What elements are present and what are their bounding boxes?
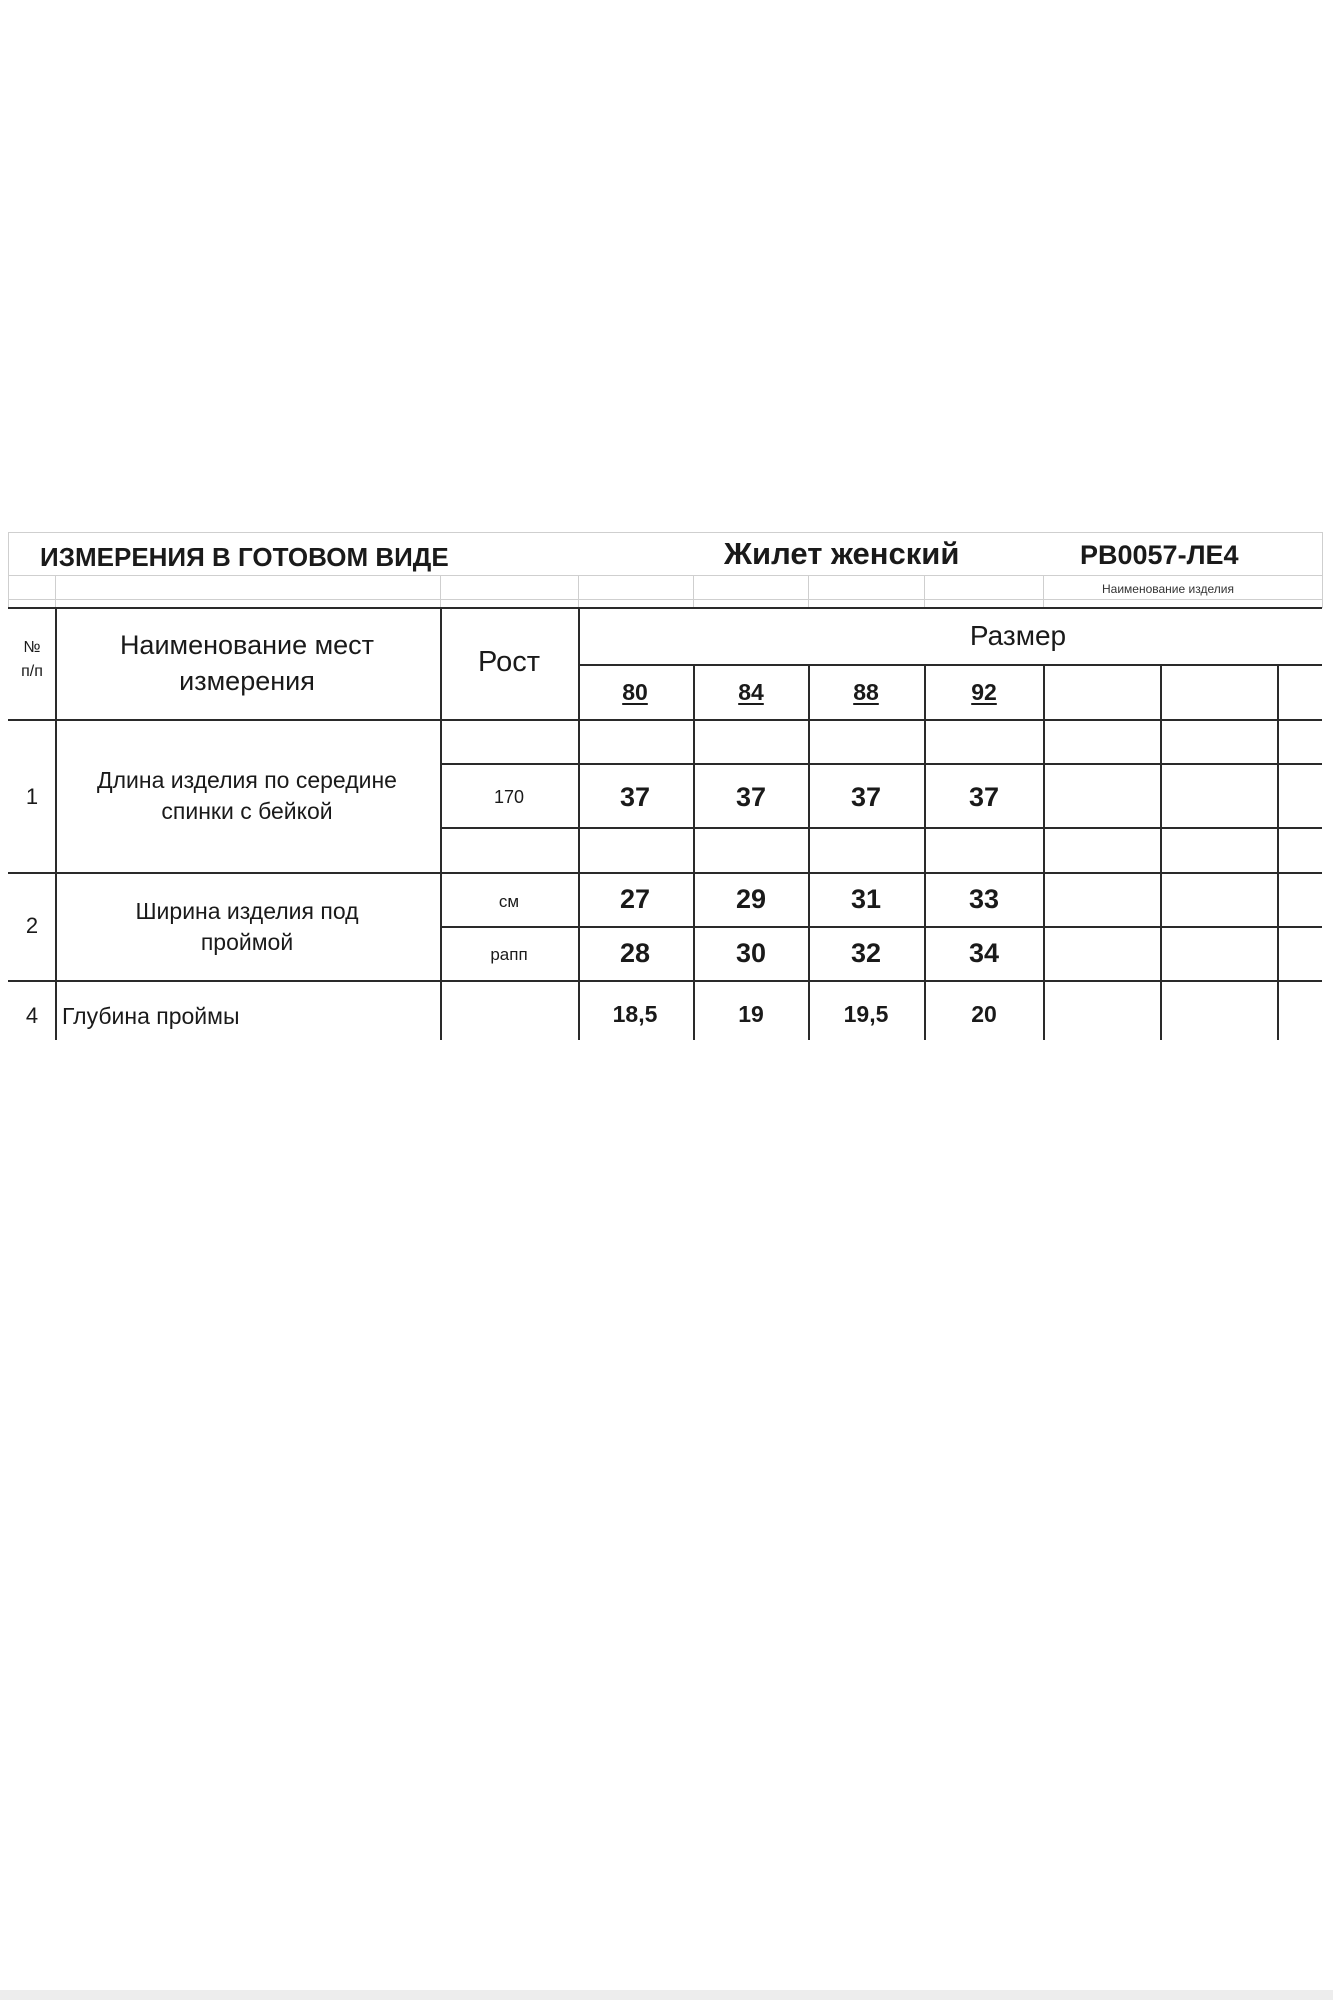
table-border xyxy=(440,763,1322,765)
size-value: 20 xyxy=(971,1001,997,1027)
table-border xyxy=(55,607,57,1040)
size-value: 31 xyxy=(850,884,882,914)
size-value: 19,5 xyxy=(843,1001,889,1027)
product-name: Жилет женский xyxy=(724,536,960,571)
table-border xyxy=(693,664,695,1040)
grid-line xyxy=(55,575,56,608)
size-value: 33 xyxy=(968,884,1000,914)
grid-line xyxy=(693,575,694,608)
size-value: 37 xyxy=(735,782,767,812)
height-header: Рост xyxy=(478,646,540,678)
row-unit: см xyxy=(498,892,520,911)
size-label: 88 xyxy=(853,679,879,705)
size-label: 92 xyxy=(971,679,997,705)
row-measurement-name: Длина изделия по середине xyxy=(97,767,397,793)
grid-line xyxy=(1322,532,1323,608)
size-value: 37 xyxy=(850,782,882,812)
grid-line xyxy=(8,599,1322,600)
table-border xyxy=(8,719,1322,721)
table-border xyxy=(440,926,1322,928)
article-number: РВ0057-ЛЕ4 xyxy=(1080,540,1239,570)
size-value: 27 xyxy=(619,884,651,914)
size-value: 19 xyxy=(738,1001,764,1027)
grid-line xyxy=(440,575,441,608)
table-border xyxy=(440,827,1322,829)
size-value: 18,5 xyxy=(612,1001,658,1027)
row-measurement-name: проймой xyxy=(200,929,294,955)
product-caption: Наименование изделия xyxy=(1102,582,1234,596)
row-measurement-name: Ширина изделия под xyxy=(135,898,359,924)
size-value: 30 xyxy=(735,938,767,968)
row-unit: рапп xyxy=(490,945,528,964)
row-unit: 170 xyxy=(493,787,525,807)
place-header-line2: измерения xyxy=(179,666,315,696)
table-border xyxy=(1160,664,1162,1040)
document-title: ИЗМЕРЕНИЯ В ГОТОВОМ ВИДЕ xyxy=(40,542,449,572)
size-header: Размер xyxy=(969,620,1067,651)
size-label: 84 xyxy=(738,679,764,705)
grid-line xyxy=(8,575,1322,576)
grid-line xyxy=(8,532,9,608)
size-value: 37 xyxy=(968,782,1000,812)
place-header-line1: Наименование мест xyxy=(119,630,375,660)
grid-line xyxy=(924,575,925,608)
size-value: 34 xyxy=(968,938,1000,968)
size-value: 29 xyxy=(735,884,767,914)
table-border xyxy=(578,607,580,1040)
number-subheader: п/п xyxy=(21,663,43,680)
number-header: № xyxy=(23,639,41,656)
table-border xyxy=(440,607,442,1040)
row-number: 2 xyxy=(25,913,39,938)
grid-line xyxy=(578,575,579,608)
bottom-edge xyxy=(0,1990,1333,2000)
table-border xyxy=(578,664,1322,666)
table-border xyxy=(808,664,810,1040)
size-label: 80 xyxy=(622,679,648,705)
table-border xyxy=(1277,664,1279,1040)
table-border xyxy=(1043,664,1045,1040)
grid-line xyxy=(1043,575,1044,608)
size-value: 32 xyxy=(850,938,882,968)
crop-mask xyxy=(0,1041,1333,1990)
size-value: 37 xyxy=(619,782,651,812)
row-measurement-name: Глубина проймы xyxy=(62,1003,240,1029)
table-border xyxy=(8,872,1322,874)
size-value: 28 xyxy=(619,938,651,968)
row-measurement-name: спинки с бейкой xyxy=(161,798,333,824)
table-border xyxy=(8,980,1322,982)
row-number: 1 xyxy=(25,784,39,809)
row-number: 4 xyxy=(25,1003,39,1028)
table-border xyxy=(924,664,926,1040)
grid-line xyxy=(8,532,1322,533)
table-border xyxy=(8,607,1322,609)
grid-line xyxy=(808,575,809,608)
